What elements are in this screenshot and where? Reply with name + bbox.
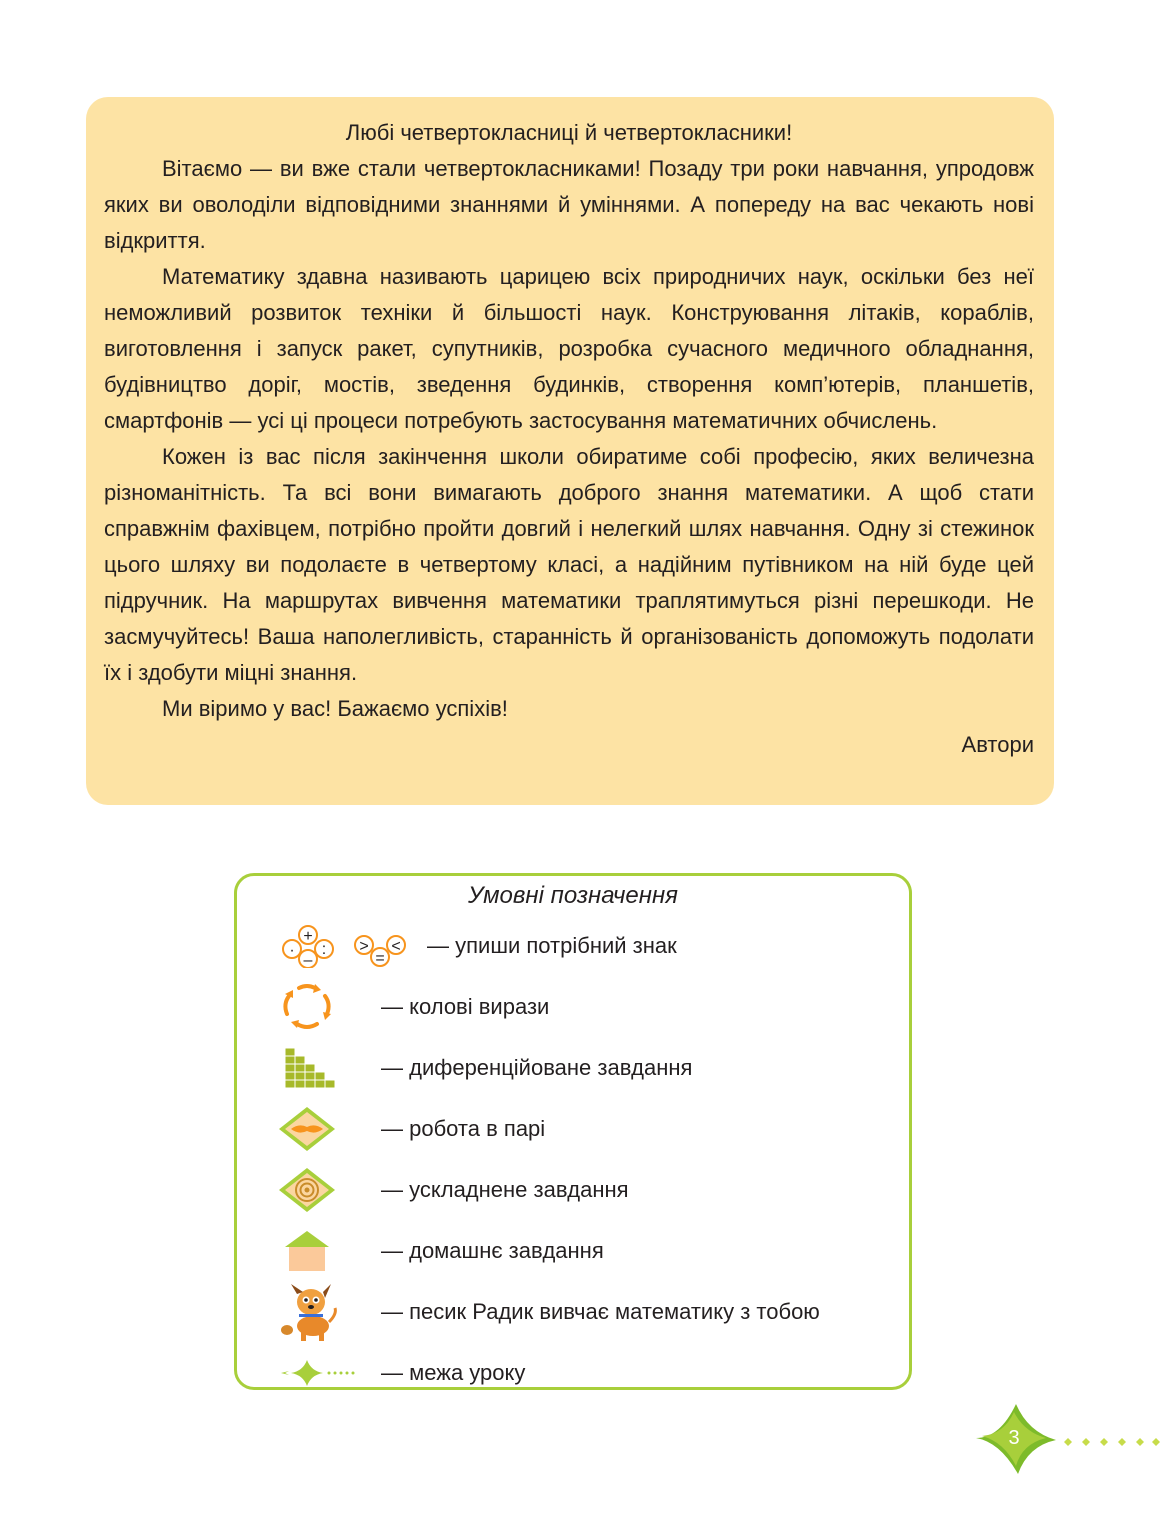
svg-text:·: · [289, 942, 295, 959]
legend-label-signs: — упиши потрібний знак [427, 933, 677, 958]
greeting-heading: Любі четвертокласниці й четвертокласники! [345, 120, 793, 145]
legend-label-differentiated: — диференційоване завдання [381, 1055, 693, 1080]
circular-arrows-icon [277, 980, 381, 1034]
intro-paragraph-2: Математику здавна називають царицею всіх природничих наук, оскільки без неї неможливий розвиток техніки й більшості наук. Конструювання літаків, кораблів, виготовлення і запуск ракет, супутників, розробка сучасного медичного обладнання, будівництво доріг, мостів, зведення будинків, створення комп’ютерів, планшетів, смартфонів — усі ці процеси потребують застосування математичних обчислень. [104, 264, 1034, 433]
signature-authors: Автори [961, 732, 1034, 757]
page-number: 3 [1008, 1427, 1020, 1449]
handshake-diamond-icon [277, 1102, 381, 1156]
maze-diamond-icon [277, 1163, 381, 1217]
legend-item-homework [277, 1224, 604, 1278]
legend-label-complicated: — ускладнене завдання [381, 1177, 629, 1202]
legend-label-pair: — робота в парі [381, 1116, 546, 1141]
star-divider-icon [277, 1346, 381, 1400]
svg-text:–: – [303, 952, 313, 968]
staircase-blocks-icon [277, 1041, 381, 1095]
legend-item-pair [277, 1102, 545, 1156]
operation-signs-icon [277, 919, 427, 973]
intro-paragraph-3: Кожен із вас після закінчення школи обиратиме собі професію, яких величезна різноманітність. Та всі вони вимагають доброго знання математики. А щоб стати справжнім фахівцем, потрібно пройти довгий і нелегкий шлях навчання. Одну зі стежинок цього шляху ви подолаєте в четвертому класі, а надійним путівником на ній буде цей підручник. На маршрутах вивчення математики траплятимуться різні перешкоди. Не засмучуйтесь! Ваша наполегливість, старанність й організованість допоможуть подолати їх і здобути міцні знання. [104, 444, 1034, 685]
legend-item-circular [277, 980, 549, 1034]
legend-item-signs [277, 919, 677, 973]
intro-paragraph-1: Вітаємо — ви вже стали четвертокласниками! Позаду три роки навчання, упродовж яких ви оволоділи відповідними знаннями й уміннями. А попереду на вас чекають нові відкриття. [104, 156, 1034, 253]
legend-label-circular: — колові вирази [381, 994, 550, 1019]
svg-text:+: + [303, 928, 313, 945]
legend-label-boundary: — межа уроку [381, 1360, 526, 1385]
legend-item-complicated [277, 1163, 629, 1217]
legend-label-dog: — песик Радик вивчає математику з тобою [381, 1299, 820, 1324]
svg-text:>: > [359, 938, 369, 955]
svg-text:=: = [375, 950, 385, 967]
svg-text::: : [321, 941, 327, 958]
dog-radyk-icon [277, 1285, 381, 1339]
legend-item-boundary [277, 1346, 525, 1400]
intro-paragraph-4: Ми віримо у вас! Бажаємо успіхів! [162, 696, 508, 721]
legend-label-homework: — домашнє завдання [381, 1238, 604, 1263]
intro-letter-box [86, 97, 1054, 805]
legend-item-dog [277, 1285, 820, 1339]
legend-box [234, 873, 912, 1390]
svg-text:<: < [391, 938, 401, 955]
house-icon [277, 1224, 381, 1278]
legend-title: Умовні позначення [468, 882, 678, 909]
legend-item-differentiated [277, 1041, 692, 1095]
